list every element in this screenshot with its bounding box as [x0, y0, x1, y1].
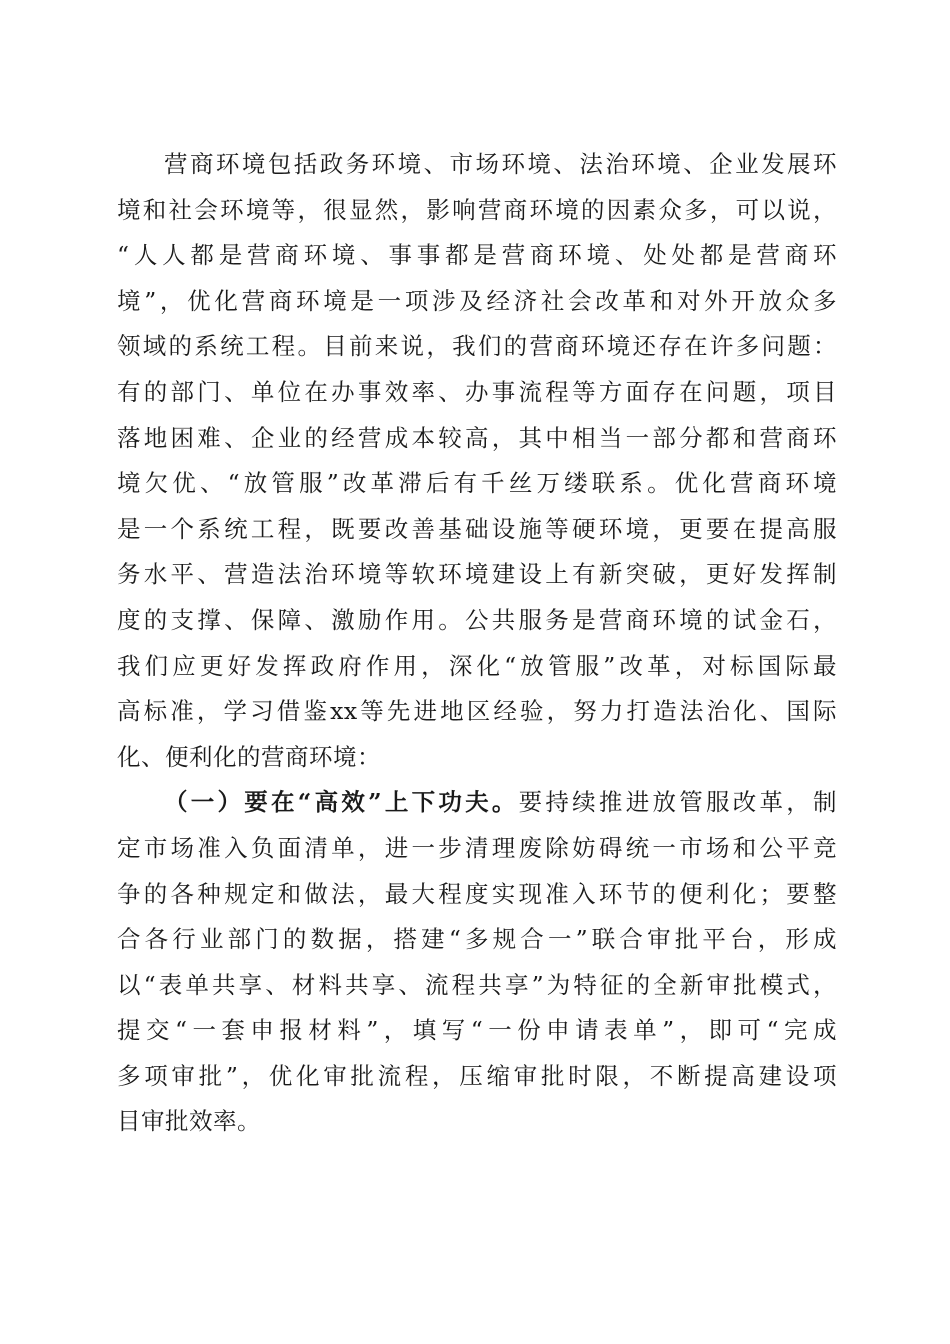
text-line: 是一个系统工程，既要改善基础设施等硬环境，更要在提高服 — [117, 514, 837, 543]
section-first-line — [117, 780, 837, 826]
text-line: 我们应更好发挥政府作用，深化“放管服”改革，对标国际最 — [117, 651, 837, 680]
text-line: 度的支撑、保障、激励作用。公共服务是营商环境的试金石， — [117, 605, 837, 634]
text-line: 有的部门、单位在办事效率、办事流程等方面存在问题，项目 — [117, 377, 837, 406]
text-line: 落地困难、企业的经营成本较高，其中相当一部分都和营商环 — [117, 423, 837, 452]
section-first-line-text: 要持续推进放管服改革，制 — [518, 788, 837, 817]
text-line: 高标准，学习借鉴xx等先进地区经验，努力打造法治化、国际 — [117, 697, 837, 726]
text-line: “人人都是营商环境、事事都是营商环境、处处都是营商环 — [117, 241, 837, 270]
paragraph-intro — [117, 142, 837, 780]
paragraph-section-one — [117, 780, 837, 1145]
text-line: 目审批效率。 — [117, 1107, 261, 1136]
text-line: 境”，优化营商环境是一项涉及经济社会改革和对外开放众多 — [117, 286, 837, 315]
text-line: 营商环境包括政务环境、市场环境、法治环境、企业发展环 — [164, 150, 837, 178]
text-line: 提交“一套申报材料”，填写“一份申请表单”，即可“完成 — [117, 1016, 837, 1045]
text-line: 定市场准入负面清单，进一步清理废除妨碍统一市场和公平竞 — [117, 833, 837, 862]
text-line: 争的各种规定和做法，最大程度实现准入环节的便利化；要整 — [117, 879, 837, 908]
section-heading: （一）要在“高效”上下功夫。 — [164, 788, 519, 817]
text-line: 合各行业部门的数据，搭建“多规合一”联合审批平台，形成 — [117, 925, 837, 954]
text-line: 境欠优、“放管服”改革滞后有千丝万缕联系。优化营商环境 — [117, 469, 837, 498]
text-line: 化、便利化的营商环境： — [117, 742, 381, 771]
text-line: 以“表单共享、材料共享、流程共享”为特征的全新审批模式， — [117, 970, 837, 999]
text-line: 多项审批”，优化审批流程，压缩审批时限，不断提高建设项 — [117, 1061, 837, 1090]
document-body — [117, 142, 837, 1145]
text-line: 领域的系统工程。目前来说，我们的营商环境还存在许多问题： — [117, 332, 837, 361]
text-line: 务水平、营造法治环境等软环境建设上有新突破，更好发挥制 — [117, 560, 837, 589]
text-line: 境和社会环境等，很显然，影响营商环境的因素众多，可以说， — [117, 195, 837, 224]
